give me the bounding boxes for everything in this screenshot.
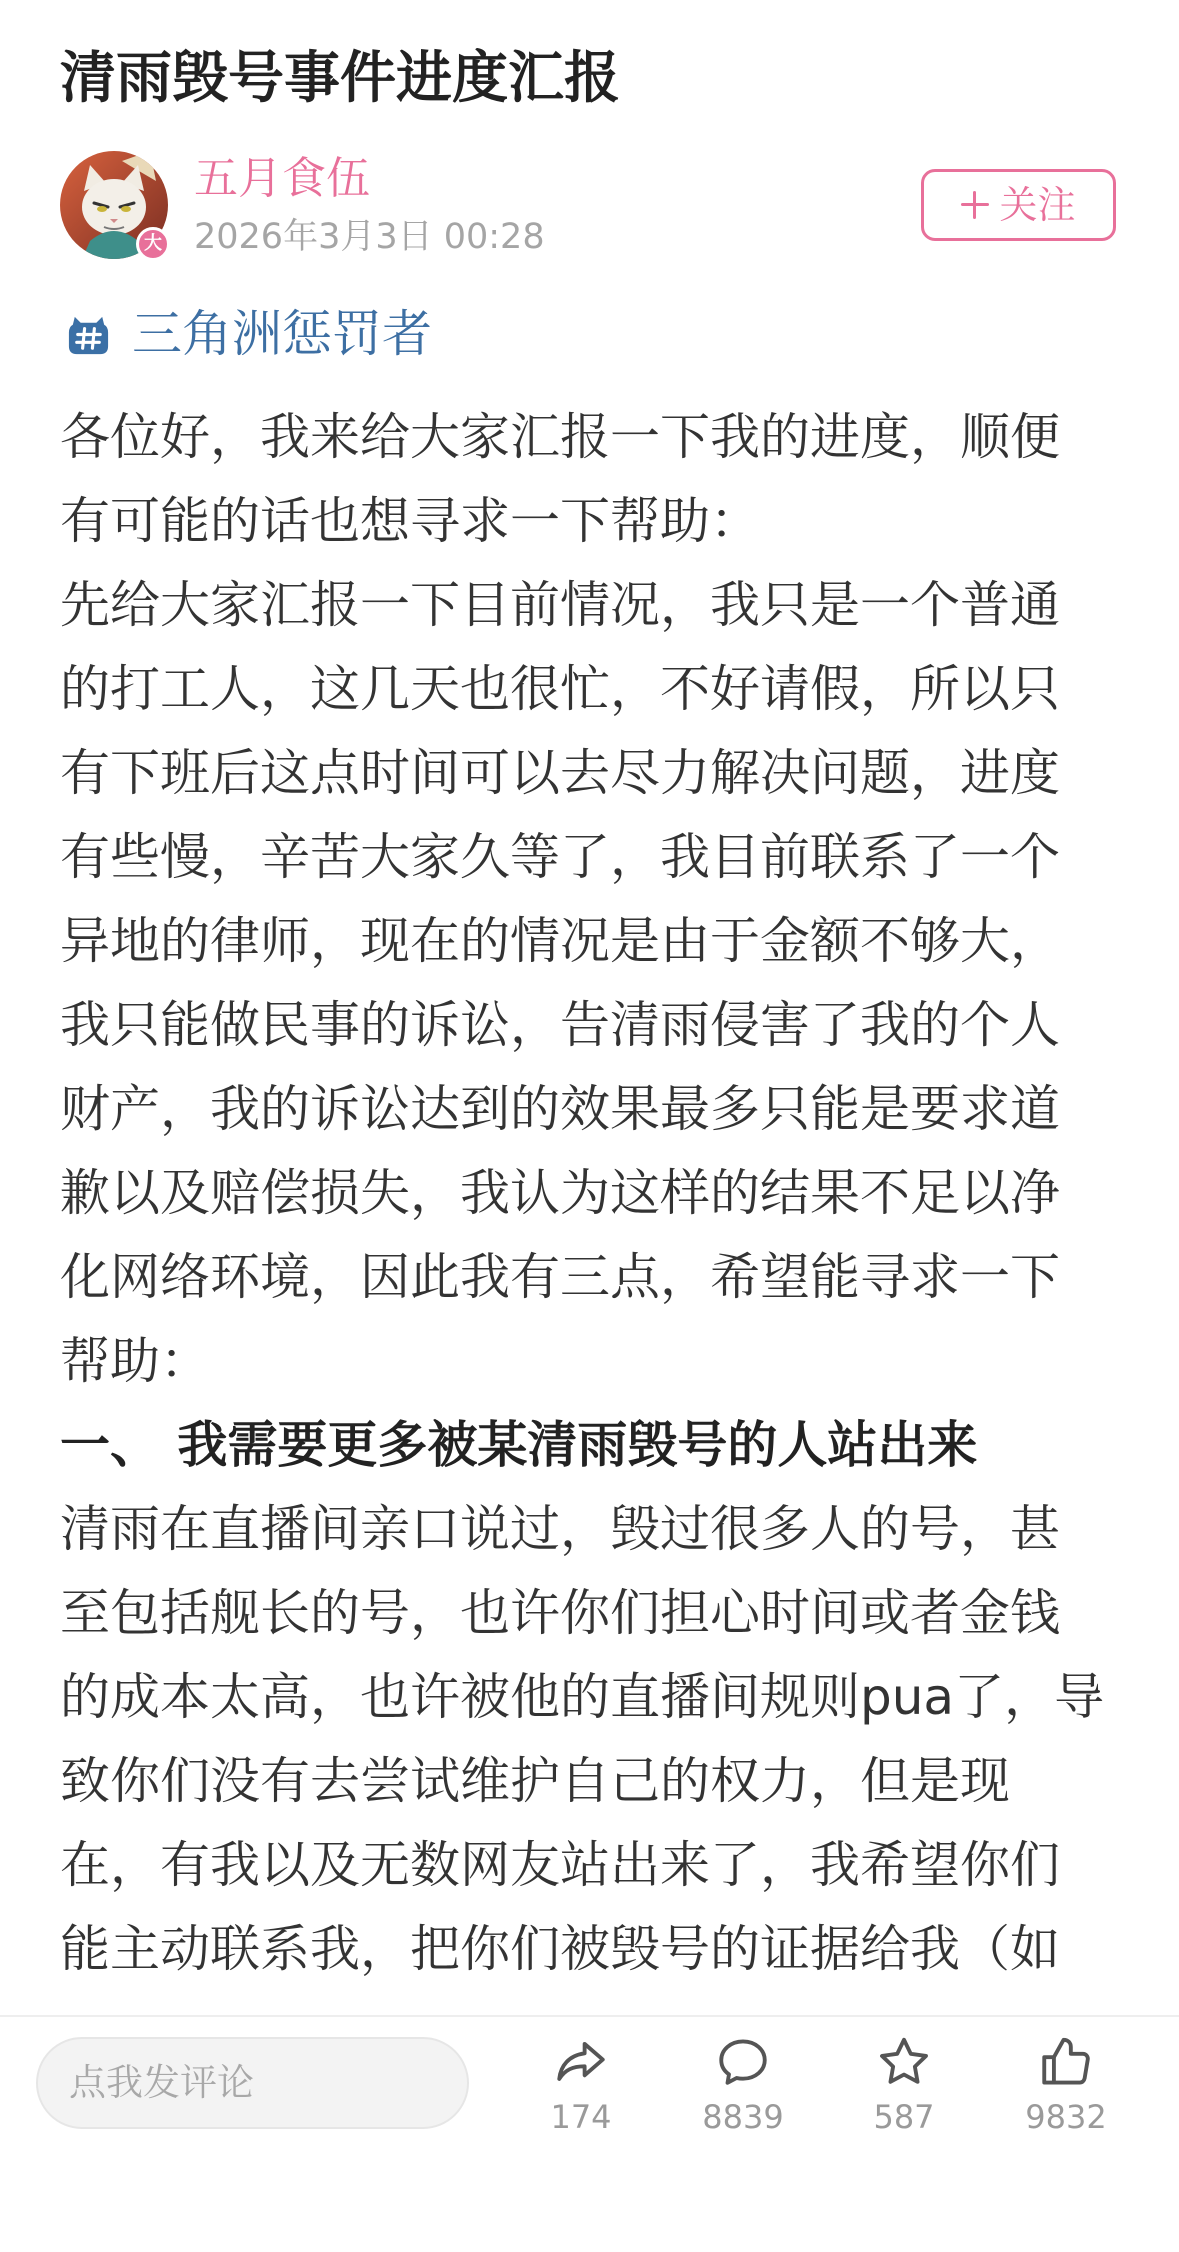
comment-icon xyxy=(714,2033,772,2091)
body-line: 各位好，我来给大家汇报一下我的进度，顺便 xyxy=(60,408,1060,466)
body-line: 致你们没有去尝试维护自己的权力，但是现 xyxy=(60,1752,1010,1810)
body-line: 有些慢，辛苦大家久等了，我目前联系了一个 xyxy=(60,828,1060,886)
post-timestamp: 2026年3月3日 00:28 xyxy=(194,217,545,257)
like-button[interactable] xyxy=(996,2017,1136,2157)
share-count: 174 xyxy=(550,2098,612,2136)
hashtag-icon[interactable] xyxy=(65,311,112,358)
follow-label: 关注 xyxy=(999,183,1076,227)
body-line: 至包括舰长的号，也许你们担心时间或者金钱 xyxy=(60,1584,1060,1642)
section-heading: 一、 我需要更多被某清雨毁号的人站出来 xyxy=(60,1416,978,1474)
page-title: 清雨毁号事件进度汇报 xyxy=(60,46,620,111)
body-line: 财产，我的诉讼达到的效果最多只能是要求道 xyxy=(60,1080,1060,1138)
body-line: 我只能做民事的诉讼，告清雨侵害了我的个人 xyxy=(60,996,1060,1054)
author-name[interactable]: 五月食伍 xyxy=(194,153,370,204)
comment-count: 8839 xyxy=(702,2098,784,2136)
body-line: 异地的律师，现在的情况是由于金额不够大， xyxy=(60,912,1060,970)
favorite-count: 587 xyxy=(873,2098,935,2136)
topic-tag[interactable]: 三角洲惩罚者 xyxy=(132,305,432,363)
body-line: 化网络环境，因此我有三点，希望能寻求一下 xyxy=(60,1248,1060,1306)
share-icon xyxy=(552,2033,610,2091)
body-line: 能主动联系我，把你们被毁号的证据给我（如 xyxy=(60,1920,1060,1978)
body-line: 的成本太高，也许被他的直播间规则pua了，导 xyxy=(60,1668,1105,1726)
comment-button[interactable] xyxy=(673,2017,813,2157)
body-line: 的打工人，这几天也很忙，不好请假，所以只 xyxy=(60,660,1060,718)
plus-icon xyxy=(961,191,989,219)
bottom-action-bar xyxy=(0,2015,1179,2252)
avatar-badge: 大 xyxy=(136,227,170,261)
body-line: 帮助： xyxy=(60,1332,210,1390)
share-button[interactable] xyxy=(511,2017,651,2157)
post-body xyxy=(60,395,1160,1991)
body-line: 有下班后这点时间可以去尽力解决问题，进度 xyxy=(60,744,1060,802)
comment-input[interactable]: 点我发评论 xyxy=(36,2037,469,2129)
body-line: 清雨在直播间亲口说过，毁过很多人的号，甚 xyxy=(60,1500,1060,1558)
thumbs-up-icon xyxy=(1037,2033,1095,2091)
body-line: 歉以及赔偿损失，我认为这样的结果不足以净 xyxy=(60,1164,1060,1222)
favorite-button[interactable] xyxy=(834,2017,974,2157)
like-count: 9832 xyxy=(1025,2098,1107,2136)
body-line: 有可能的话也想寻求一下帮助： xyxy=(60,492,760,550)
follow-button[interactable] xyxy=(921,169,1116,241)
star-icon xyxy=(875,2033,933,2091)
body-line: 在，有我以及无数网友站出来了，我希望你们 xyxy=(60,1836,1060,1894)
body-line: 先给大家汇报一下目前情况，我只是一个普通 xyxy=(60,576,1060,634)
